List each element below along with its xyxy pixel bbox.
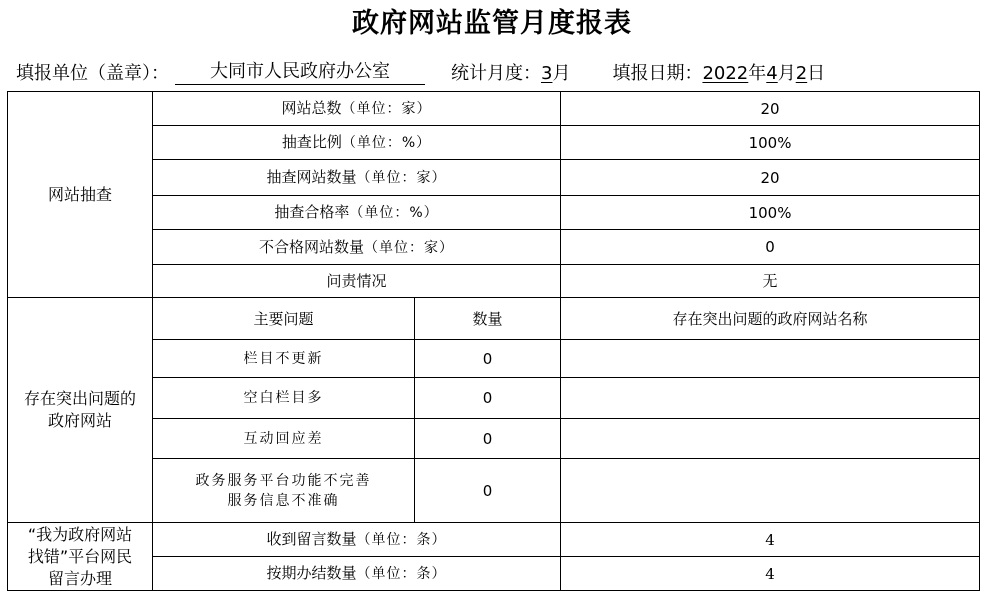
problem-site-names [561,459,980,523]
unit-label: 填报单位（盖章）： [16,63,169,84]
row-label: 抽查比例（单位：%） [153,126,561,160]
row-label: 抽查合格率（单位：%） [153,196,561,230]
problem-count: 0 [415,419,561,459]
date-year-suffix: 年 [748,63,767,84]
section-label-problem-sites: 存在突出问题的 政府网站 [8,298,153,523]
problem-count: 0 [415,340,561,378]
month-label: 统计月度： [451,63,541,84]
row-label: 不合格网站数量（单位：家） [153,230,561,265]
problem-site-names [561,419,980,459]
table-row [8,523,980,557]
table-row [8,160,980,196]
row-label: 问责情况 [153,265,561,298]
problem-site-names [561,340,980,378]
problem-label: 政务服务平台功能不完善 服务信息不准确 [153,459,415,523]
row-value: 4 [561,557,980,591]
date-label: 填报日期： [612,63,703,84]
table-row [8,419,980,459]
row-value: 4 [561,523,980,557]
row-value: 无 [561,265,980,298]
row-label: 网站总数（单位：家） [153,92,561,126]
table-row [8,126,980,160]
row-label: 抽查网站数量（单位：家） [153,160,561,196]
report-header [16,60,976,88]
column-header-problem: 主要问题 [153,298,415,340]
problem-label: 互动回应差 [153,419,415,459]
date-month: 4 [766,63,778,84]
row-value: 100% [561,196,980,230]
problem-count: 0 [415,378,561,419]
problem-label: 空白栏目多 [153,378,415,419]
column-header-count: 数量 [415,298,561,340]
table-row [8,230,980,265]
row-value: 20 [561,160,980,196]
column-header-site-names: 存在突出问题的政府网站名称 [561,298,980,340]
table-row [8,265,980,298]
section-label-spot-check: 网站抽查 [8,92,153,298]
month-value: 3 [541,63,553,84]
date-month-suffix: 月 [777,63,796,84]
table-header-row [8,298,980,340]
unit-value: 大同市人民政府办公室 [175,60,425,85]
row-value: 100% [561,126,980,160]
row-value: 20 [561,92,980,126]
report-title: 政府网站监管月度报表 [352,8,632,39]
month-suffix: 月 [552,63,571,84]
problem-site-names [561,378,980,419]
row-label: 收到留言数量（单位：条） [153,523,561,557]
row-label: 按期办结数量（单位：条） [153,557,561,591]
date-day: 2 [795,63,808,84]
table-row [8,92,980,126]
report-table [7,91,980,591]
problem-count: 0 [415,459,561,523]
table-row [8,340,980,378]
date-year: 2022 [702,63,749,84]
row-value: 0 [561,230,980,265]
date-day-suffix: 日 [807,63,826,84]
table-row [8,557,980,591]
table-row [8,459,980,523]
table-row [8,378,980,419]
section-label-message-handling: “我为政府网站 找错”平台网民 留言办理 [8,523,153,591]
problem-label: 栏目不更新 [153,340,415,378]
table-row [8,196,980,230]
